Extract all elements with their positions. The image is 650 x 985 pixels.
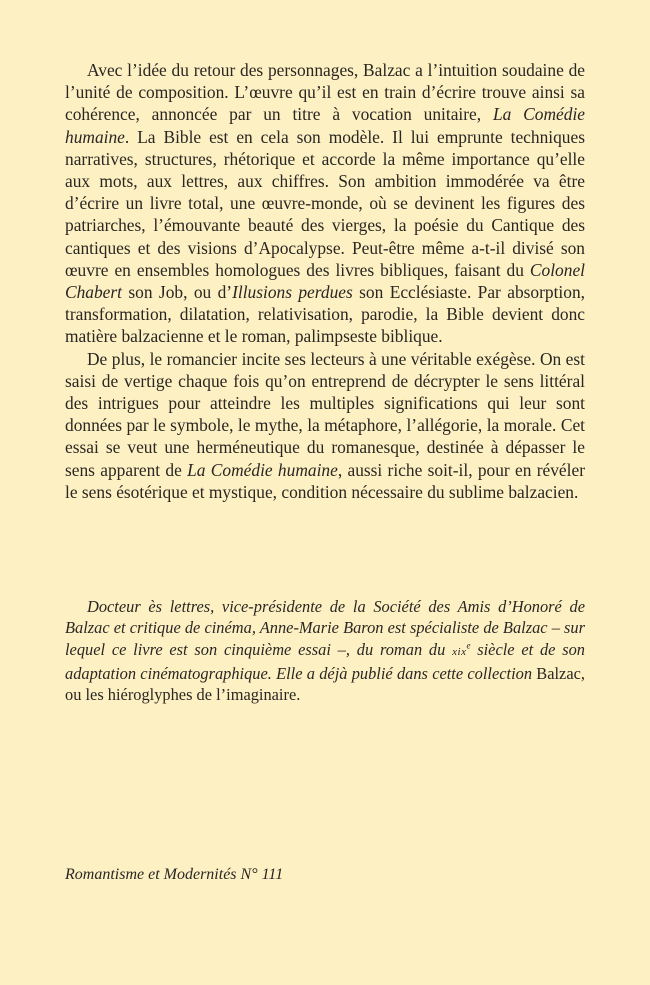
title-comedie-humaine: La Comédie humaine <box>65 104 585 147</box>
summary-text <box>65 59 585 503</box>
summary-paragraph-2: De plus, le romancier incite ses lecteurs à une véritable exégèse. On est saisi de vertige chaque fois qu’on entreprend de décrypter le sens littéral des intrigues pour atteindre les multiples significations qui leur sont données par le symbole, le mythe, la métaphore, l’allégorie, la morale. Cet essai se veut une herméneutique du romanesque, destinée à dépasser le sens apparent de La Comédie humaine, aussi riche soit-il, pour en révéler le sens ésotérique et mystique, condition nécessaire du sublime balzacien. <box>65 348 585 502</box>
summary-paragraph-1: Avec l’idée du retour des personnages, Balzac a l’intuition soudaine de l’unité de composition. L’œuvre qu’il est en train d’écrire trouve ainsi sa cohérence, annoncée par un titre à vocation unitaire, La Comédie humaine. La Bible est en cela son modèle. Il lui emprunte techniques narratives, structures, rhétorique et accorde la même importance qu’elle aux mots, aux lettres, aux chiffres. Son ambition immodérée va être d’écrire un livre total, une œuvre-monde, où se devinent les figures des patriarches, l’émouvante beauté des vierges, la poésie du Cantique des cantiques et des visions d’Apocalypse. Peut-être même a-t-il divisé son œuvre en ensembles homologues des livres bibliques, faisant du Colonel Chabert son Job, ou d’Illusions perdues son Ecclésiaste. Par absorption, transformation, dilatation, relativisation, parodie, la Bible devient donc matière balzacienne et le roman, palimpseste biblique. <box>65 60 585 347</box>
title-colonel-chabert: Colonel Chabert <box>65 259 585 303</box>
century-numeral: xix <box>452 645 467 658</box>
series-label: Romantisme et Modernités N° 111 <box>65 866 284 883</box>
title-illusions-perdues: Illusions perdues <box>232 282 353 303</box>
author-bio: Docteur ès lettres, vice-présidente de la Société des Amis d’Honoré de Balzac et critique de cinéma, Anne-Marie Baron est spécialiste de Balzac – sur lequel ce livre est son cinquième essai –, du roman du xix$^e$ siècle et de son adaptation cinématographique. Elle a déjà publié dans cette collection Balzac, ou les hiéroglyphes de l’imaginaire. <box>65 597 585 705</box>
title-comedie-humaine-2: La Comédie humaine <box>187 459 338 480</box>
title-balzac: Balzac <box>536 663 581 683</box>
